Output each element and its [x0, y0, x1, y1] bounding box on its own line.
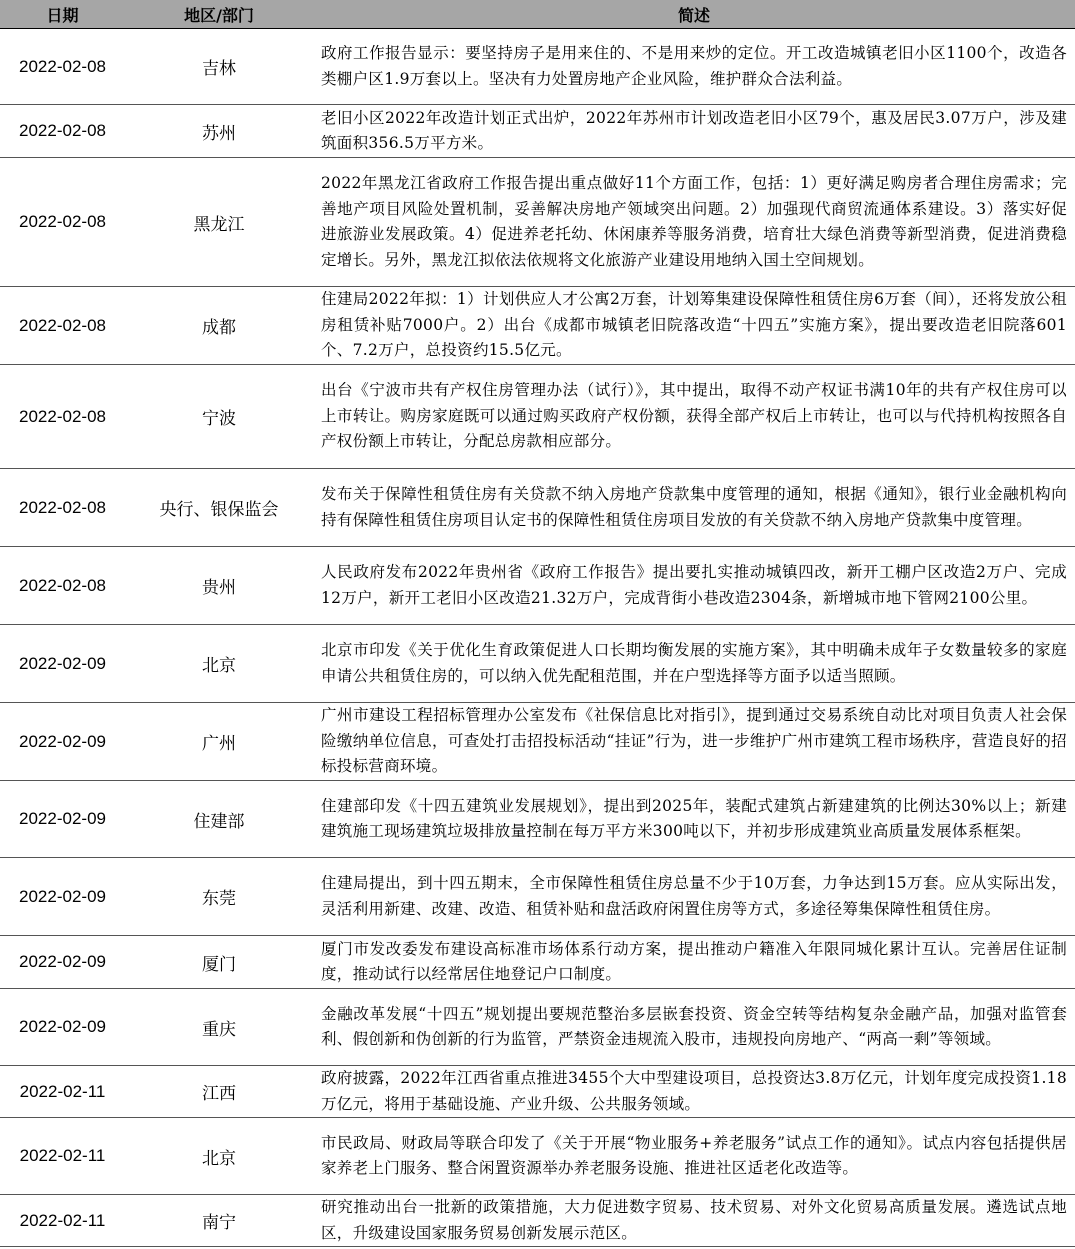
table-header-row [0, 0, 1075, 29]
table-row [0, 858, 1075, 936]
table-row [0, 469, 1075, 547]
table-row [0, 625, 1075, 703]
table-row [0, 1118, 1075, 1195]
table-row [0, 365, 1075, 469]
row-region: 黑龙江 [125, 158, 313, 287]
row-summary: 住建局提出，到十四五期末，全市保障性租赁住房总量不少于10万套，力争达到15万套。应从实际出发，灵活利用新建、改建、改造、租赁补贴和盘活政府闲置住房等方式，多途径筹集保障性租赁住房。 [313, 858, 1075, 936]
row-date: 2022-02-11 [0, 1118, 125, 1195]
row-region: 广州 [125, 703, 313, 781]
row-date: 2022-02-09 [0, 625, 125, 703]
row-region: 重庆 [125, 989, 313, 1066]
table-row [0, 703, 1075, 781]
row-region: 苏州 [125, 105, 313, 158]
row-summary: 厦门市发改委发布建设高标准市场体系行动方案，提出推动户籍准入年限同城化累计互认。完善居住证制度，推动试行以经常居住地登记户口制度。 [313, 936, 1075, 989]
table-row [0, 105, 1075, 158]
row-summary: 出台《宁波市共有产权住房管理办法（试行）》，其中提出，取得不动产权证书满10年的共有产权住房可以上市转让。购房家庭既可以通过购买政府产权份额，获得全部产权后上市转让，也可以与代持机构按照各自产权份额上市转让，分配总房款相应部分。 [313, 365, 1075, 469]
row-date: 2022-02-09 [0, 989, 125, 1066]
row-summary: 政府工作报告显示：要坚持房子是用来住的、不是用来炒的定位。开工改造城镇老旧小区1100个，改造各类棚户区1.9万套以上。坚决有力处置房地产企业风险，维护群众合法利益。 [313, 29, 1075, 105]
row-date: 2022-02-09 [0, 781, 125, 858]
row-date: 2022-02-09 [0, 703, 125, 781]
row-date: 2022-02-09 [0, 858, 125, 936]
row-region: 宁波 [125, 365, 313, 469]
row-summary: 住建部印发《十四五建筑业发展规划》，提出到2025年，装配式建筑占新建建筑的比例达30%以上；新建建筑施工现场建筑垃圾排放量控制在每万平方米300吨以下，并初步形成建筑业高质量发展体系框架。 [313, 781, 1075, 858]
row-region: 东莞 [125, 858, 313, 936]
row-date: 2022-02-08 [0, 287, 125, 365]
row-summary: 住建局2022年拟：1）计划供应人才公寓2万套，计划筹集建设保障性租赁住房6万套（间），还将发放公租房租赁补贴7000户。2）出台《成都市城镇老旧院落改造“十四五”实施方案》，提出要改造老旧院落601个、7.2万户，总投资约15.5亿元。 [313, 287, 1075, 365]
row-date: 2022-02-08 [0, 105, 125, 158]
row-date: 2022-02-08 [0, 469, 125, 547]
header-summary: 简述 [313, 0, 1075, 29]
row-summary: 广州市建设工程招标管理办公室发布《社保信息比对指引》，提到通过交易系统自动比对项目负责人社会保险缴纳单位信息，可查处打击招投标活动“挂证”行为，进一步维护广州市建筑工程市场秩序，营造良好的招标投标营商环境。 [313, 703, 1075, 781]
row-date: 2022-02-11 [0, 1066, 125, 1118]
table-row [0, 1195, 1075, 1247]
row-region: 南宁 [125, 1195, 313, 1247]
row-date: 2022-02-09 [0, 936, 125, 989]
row-date: 2022-02-08 [0, 365, 125, 469]
row-summary: 2022年黑龙江省政府工作报告提出重点做好11个方面工作，包括：1）更好满足购房者合理住房需求；完善地产项目风险处置机制，妥善解决房地产领域突出问题。2）加强现代商贸流通体系建设。3）落实好促进旅游业发展政策。4）促进养老托幼、休闲康养等服务消费，培育壮大绿色消费等新型消费，促进消费稳定增长。另外，黑龙江拟依法依规将文化旅游产业建设用地纳入国土空间规划。 [313, 158, 1075, 287]
row-date: 2022-02-08 [0, 158, 125, 287]
table-row [0, 1066, 1075, 1118]
table-row [0, 287, 1075, 365]
row-date: 2022-02-08 [0, 29, 125, 105]
header-region: 地区/部门 [125, 0, 313, 29]
row-region: 央行、银保监会 [125, 469, 313, 547]
table-row [0, 158, 1075, 287]
row-date: 2022-02-11 [0, 1195, 125, 1247]
row-summary: 金融改革发展“十四五”规划提出要规范整治多层嵌套投资、资金空转等结构复杂金融产品，加强对监管套利、假创新和伪创新的行为监管，严禁资金违规流入股市，违规投向房地产、“两高一剩”等领域。 [313, 989, 1075, 1066]
table-row [0, 547, 1075, 625]
row-region: 北京 [125, 1118, 313, 1195]
row-region: 厦门 [125, 936, 313, 989]
table-row [0, 781, 1075, 858]
table-row [0, 936, 1075, 989]
row-region: 吉林 [125, 29, 313, 105]
row-summary: 老旧小区2022年改造计划正式出炉，2022年苏州市计划改造老旧小区79个，惠及居民3.07万户，涉及建筑面积356.5万平方米。 [313, 105, 1075, 158]
row-summary: 政府披露，2022年江西省重点推进3455个大中型建设项目，总投资达3.8万亿元，计划年度完成投资1.18万亿元，将用于基础设施、产业升级、公共服务领域。 [313, 1066, 1075, 1118]
row-region: 成都 [125, 287, 313, 365]
row-region: 江西 [125, 1066, 313, 1118]
row-summary: 发布关于保障性租赁住房有关贷款不纳入房地产贷款集中度管理的通知，根据《通知》，银行业金融机构向持有保障性租赁住房项目认定书的保障性租赁住房项目发放的有关贷款不纳入房地产贷款集中度管理。 [313, 469, 1075, 547]
row-summary: 北京市印发《关于优化生育政策促进人口长期均衡发展的实施方案》，其中明确未成年子女数量较多的家庭申请公共租赁住房的，可以纳入优先配租范围，并在户型选择等方面予以适当照顾。 [313, 625, 1075, 703]
row-region: 贵州 [125, 547, 313, 625]
table-row [0, 989, 1075, 1066]
row-summary: 人民政府发布2022年贵州省《政府工作报告》提出要扎实推动城镇四改，新开工棚户区改造2万户、完成12万户，新开工老旧小区改造21.32万户，完成背街小巷改造2304条，新增城市地下管网2100公里。 [313, 547, 1075, 625]
row-summary: 研究推动出台一批新的政策措施，大力促进数字贸易、技术贸易、对外文化贸易高质量发展。遴选试点地区，升级建设国家服务贸易创新发展示范区。 [313, 1195, 1075, 1247]
row-region: 北京 [125, 625, 313, 703]
row-summary: 市民政局、财政局等联合印发了《关于开展“物业服务+养老服务”试点工作的通知》。试点内容包括提供居家养老上门服务、整合闲置资源举办养老服务设施、推进社区适老化改造等。 [313, 1118, 1075, 1195]
row-date: 2022-02-08 [0, 547, 125, 625]
header-date: 日期 [0, 0, 125, 29]
table-row [0, 29, 1075, 105]
row-region: 住建部 [125, 781, 313, 858]
